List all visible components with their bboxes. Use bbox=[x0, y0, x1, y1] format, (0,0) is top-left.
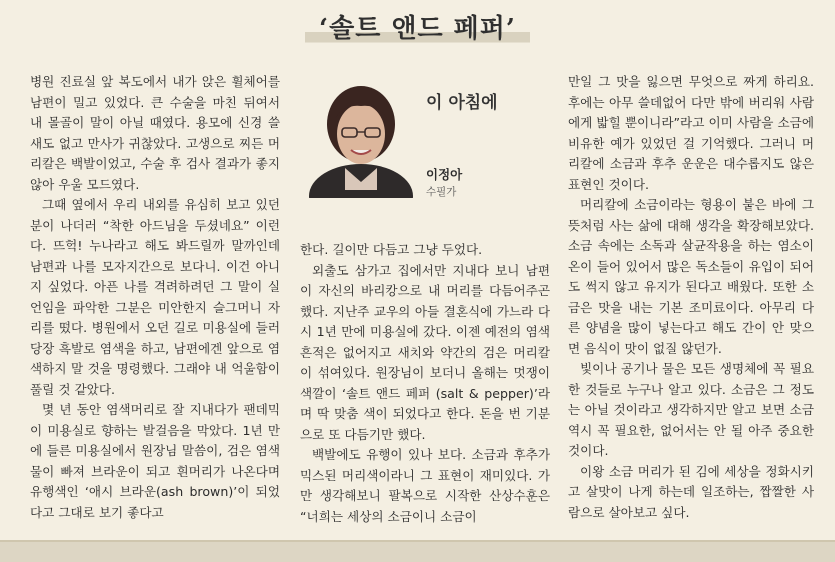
article-column-2 bbox=[300, 240, 550, 527]
column-name: 이 아침에 bbox=[426, 93, 498, 113]
paragraph: 병원 진료실 앞 복도에서 내가 앉은 휠체어를 남편이 밀고 있었다. 큰 수술을 마친 뒤여서 내 몰골이 말이 아닐 때였다. 용모에 신경 쓸 새도 없고 만사가 귀찮았다. 고생으로 찌든 머리칼은 백발이었고, 수술 후 검사 결과가 좋지 않아 우울 모드였다. bbox=[30, 74, 280, 192]
paragraph: 한다. 길이만 다듬고 그냥 두었다. bbox=[300, 242, 483, 257]
paragraph: 백발에도 유행이 있나 보다. 소금과 후추가 믹스된 머리색이라니 그 표현이 재미있다. 가만 생각해보니 팔복으로 시작한 산상수훈은 “너희는 세상의 소금이니 소금이 bbox=[300, 447, 550, 524]
headline-wrap bbox=[0, 4, 835, 51]
paragraph: 그때 옆에서 우리 내외를 유심히 보고 있던 분이 나더러 “착한 아드님을 두셨네요” 이런다. 뜨헉! 누나라고 해도 봐드릴까 말까인데 남편과 나를 모자지간으로 보다니. 이건 아니지 싶었다. 아픈 나를 격려하려던 그 말이 실언임을 파악한 그분은 미안한지 슬그머니 자리를 떴다. 병원에서 오던 길로 미용실에 들러 당장 흑발로 염색을 하고, 남편에겐 앞으로 염색하지 말 것을 명령했다. 그래야 내 억울함이 풀릴 것 같았다. bbox=[30, 197, 280, 397]
author-name: 이정아 bbox=[426, 167, 463, 182]
paragraph: 머리칼에 소금이라는 형용이 붙은 바에 그 뜻처럼 사는 삶에 대해 생각을 확장해보았다. 소금 속에는 소독과 살균작용을 하는 염소이온이 들어 있어서 많은 독소들이 유입이 되어도 썩지 않고 유지가 된다고 배웠다. 또한 소금은 맛을 내는 기본 조미료이다. 아무리 다른 양념을 많이 넣는다고 해도 간이 안 맞으면 음식이 맛이 없질 않던가. bbox=[568, 197, 814, 356]
headline: ‘솔트 앤드 페퍼’ bbox=[305, 4, 530, 51]
article-column-1 bbox=[30, 72, 280, 523]
paragraph: 몇 년 동안 염색머리로 잘 지내다가 팬데믹이 미용실로 향하는 발걸음을 막았다. 1년 만에 들른 미용실에서 원장님 말씀이, 검은 염색 물이 빠져 브라운이 되고 흰머리가 나온다며 유행색인 ‘애시 브라운(ash brown)’이 되었다고 그대로 보기 좋다고 bbox=[30, 402, 280, 520]
bottom-band bbox=[0, 540, 835, 562]
paragraph: 만일 그 맛을 잃으면 무엇으로 짜게 하리요. 후에는 아무 쓸데없어 다만 밖에 버리워 사람에게 밟힐 뿐이니라”라고 이미 사람을 소금에 비유한 예가 있었던 걸 기억했다. 그러니 머리칼에 소금과 후추 운운은 대수롭지도 않은 표현인 것이다. bbox=[568, 74, 814, 192]
paragraph: 이왕 소금 머리가 된 김에 세상을 정화시키고 살맛이 나게 하는데 일조하는, 짭짤한 사람으로 살아보고 싶다. bbox=[568, 463, 814, 520]
paragraph: 외출도 삼가고 집에서만 지내다 보니 남편이 자신의 바리캉으로 내 머리를 다듬어주곤 했다. 지난주 교우의 아들 결혼식에 가느라 다시 1년 만에 미용실에 갔다. 이젠 예전의 염색 흔적은 없어지고 새치와 약간의 검은 머리칼이 섞여있다. 원장님이 보더니 올해는 멋쟁이 색깔이 ‘솔트 앤드 페퍼 (salt & pepper)’라며 딱 맞춤 색이 되었다고 한다. 돈을 번 기분으로 또 다듬기만 했다. bbox=[300, 262, 550, 442]
paragraph: 빛이나 공기나 물은 모든 생명체에 꼭 필요한 것들로 누구나 알고 있다. 소금은 그 정도는 아닐 것이라고 생각하지만 알고 보면 소금 역시 꼭 필요한, 없어서는 안 될 아주 중요한 것이다. bbox=[568, 361, 814, 458]
article-column-3 bbox=[568, 72, 814, 523]
author-role: 수필가 bbox=[426, 186, 457, 198]
author-photo bbox=[307, 78, 415, 198]
column-badge bbox=[426, 88, 498, 113]
